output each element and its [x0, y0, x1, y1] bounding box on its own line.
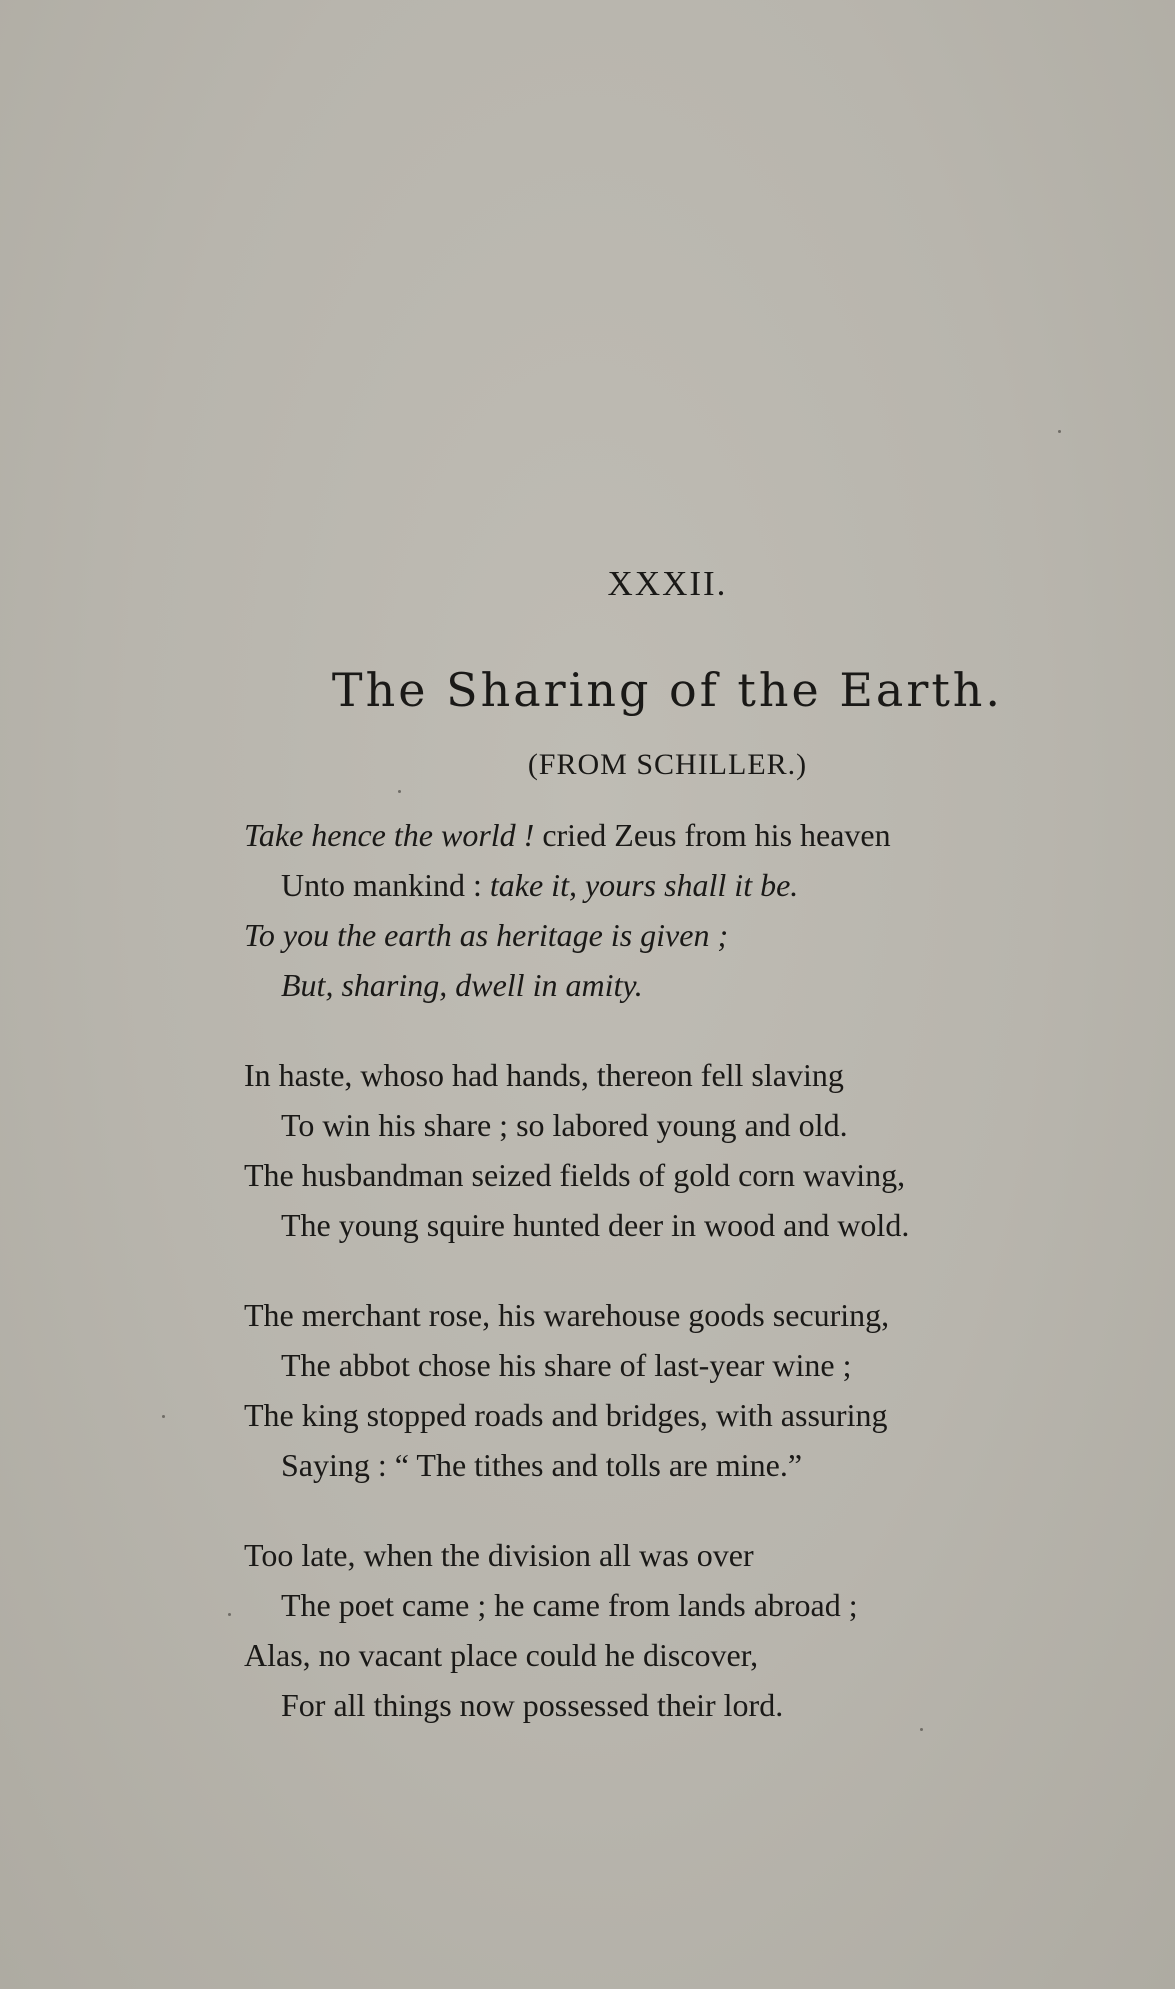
poem-line	[244, 1050, 1144, 1100]
poem-line	[244, 910, 1144, 960]
roman-text: cried Zeus from his heaven	[534, 817, 891, 853]
poem-line	[244, 1440, 1144, 1490]
roman-text: The abbot chose his share of last-year wine ;	[281, 1347, 852, 1383]
poem-stanza	[244, 1530, 1144, 1730]
roman-text: The husbandman seized fields of gold corn waving,	[244, 1157, 906, 1193]
roman-text: For all things now possessed their lord.	[281, 1687, 784, 1723]
poem-line	[244, 1390, 1144, 1440]
roman-text: Alas, no vacant place could he discover,	[244, 1637, 759, 1673]
italic-text: take it, yours shall it be.	[489, 867, 799, 903]
poem-line	[244, 810, 1144, 860]
paper-speck	[162, 1415, 165, 1418]
poem-line	[244, 1680, 1144, 1730]
italic-text: To you the earth as heritage is given ;	[244, 917, 729, 953]
poem-body	[244, 810, 1144, 1770]
poem-line	[244, 1100, 1144, 1150]
paper-speck	[398, 790, 401, 793]
chapter-number: XXXII.	[607, 564, 728, 603]
poem-line	[244, 860, 1144, 910]
roman-text: In haste, whoso had hands, thereon fell slaving	[244, 1057, 844, 1093]
paper-speck	[920, 1728, 923, 1731]
poem-stanza	[244, 1050, 1144, 1250]
poem-line	[244, 1580, 1144, 1630]
paper-speck	[228, 1613, 231, 1616]
roman-text: The merchant rose, his warehouse goods securing,	[244, 1297, 890, 1333]
roman-text: The poet came ; he came from lands abroad ;	[281, 1587, 858, 1623]
poem-line	[244, 960, 1144, 1010]
poem-line	[244, 1290, 1144, 1340]
roman-text: Saying : “ The tithes and tolls are mine.”	[281, 1447, 803, 1483]
poem-source: (FROM SCHILLER.)	[527, 748, 808, 781]
roman-text: The king stopped roads and bridges, with assuring	[244, 1397, 888, 1433]
poem-line	[244, 1630, 1144, 1680]
poem-line	[244, 1150, 1144, 1200]
italic-text: Take hence the world !	[244, 817, 535, 853]
poem-stanza	[244, 810, 1144, 1010]
roman-text: The young squire hunted deer in wood and wold.	[281, 1207, 910, 1243]
roman-text: To win his share ; so labored young and old.	[281, 1107, 848, 1143]
roman-text: Too late, when the division all was over	[244, 1537, 754, 1573]
italic-text: But, sharing, dwell in amity.	[281, 967, 643, 1003]
poem-stanza	[244, 1290, 1144, 1490]
poem-line	[244, 1200, 1144, 1250]
roman-text: Unto mankind :	[281, 867, 490, 903]
paper-speck	[1058, 430, 1061, 433]
poem-line	[244, 1530, 1144, 1580]
poem-title: The Sharing of the Earth.	[331, 663, 1004, 717]
poem-line	[244, 1340, 1144, 1390]
